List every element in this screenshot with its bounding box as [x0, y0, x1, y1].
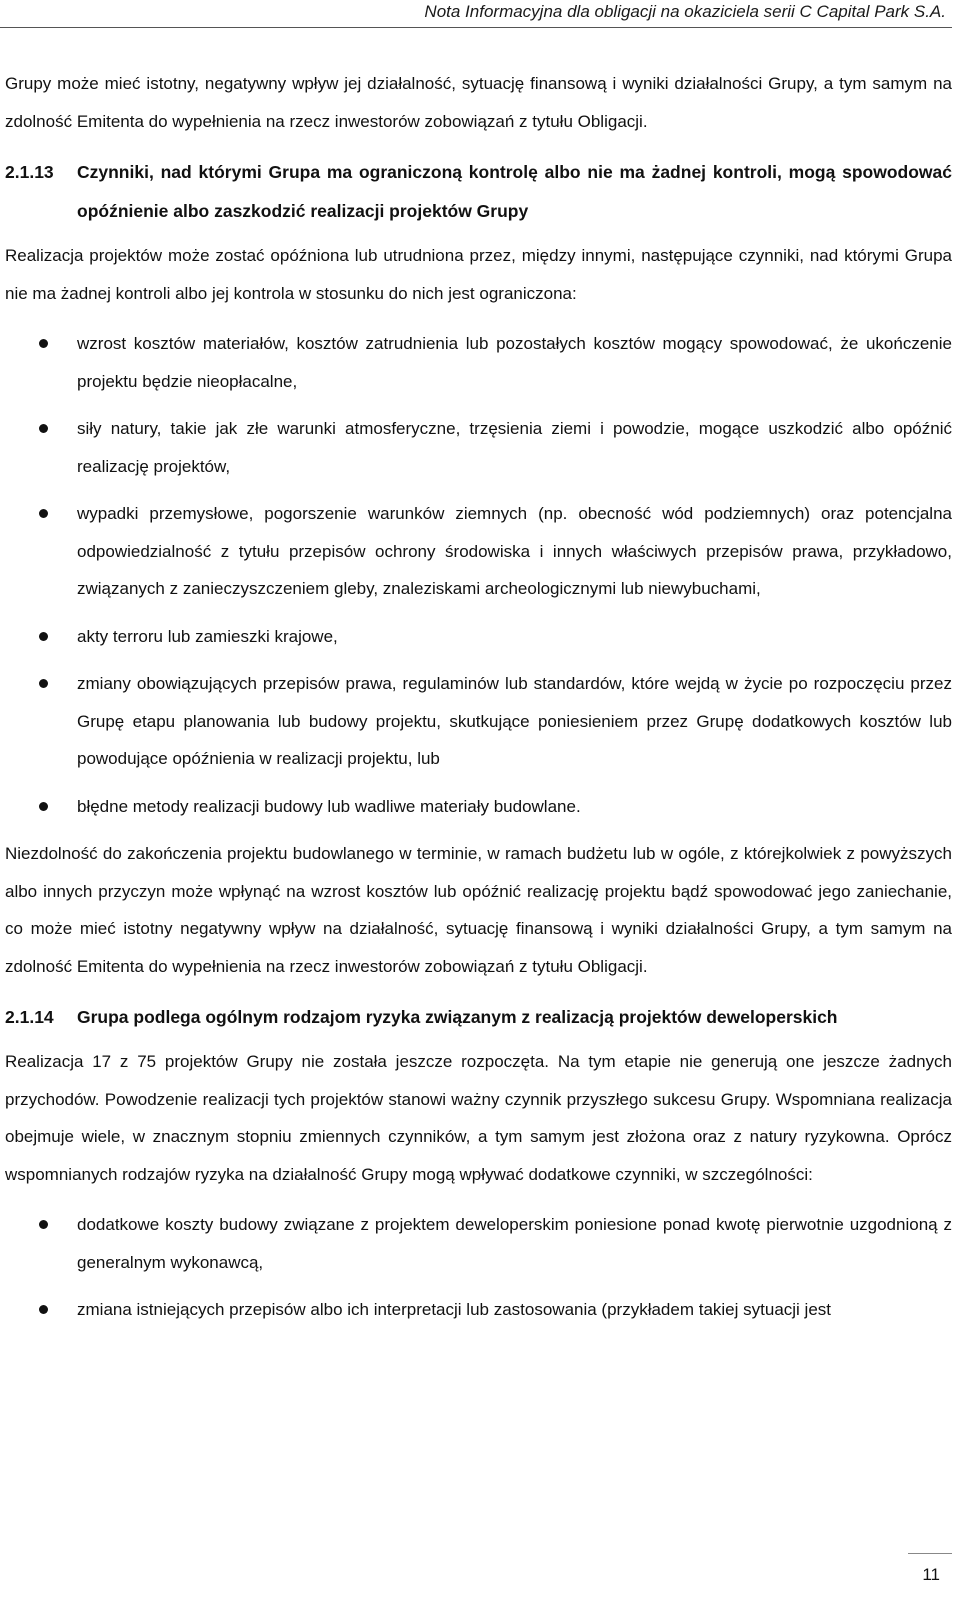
closing-paragraph: Niezdolność do zakończenia projektu budowlanego w terminie, w ramach budżetu lub w ogóle, z którejkolwiek z powyższych albo innych przyczyn może wpłynąć na wzrost kosztów lub opóźnić realizację projektu bądź spowodować jego zaniechanie, co może mieć istotny negatywny wpływ na działalność, sytuację finansową i wyniki działalności Grupy, a tym samym na zdolność Emitenta do wypełnienia na rzecz inwestorów zobowiązań z tytułu Obligacji.: [5, 844, 952, 976]
list-item: [5, 618, 952, 656]
list-item-text: dodatkowe koszty budowy związane z projektem deweloperskim poniesione ponad kwotę pierwotnie uzgodnioną z generalnym wykonawcą,: [77, 1215, 952, 1272]
bullet-icon: [39, 632, 48, 641]
section-number: 2.1.13: [5, 162, 54, 182]
list-item-text: zmiany obowiązujących przepisów prawa, regulaminów lub standardów, które wejdą w życie po rozpoczęciu przez Grupę etapu planowania lub budowy projektu, skutkujące poniesieniem przez Grupę dodatkowych kosztów lub powodujące opóźnienia w realizacji projektu, lub: [77, 674, 952, 768]
additional-factor-list: [5, 1206, 952, 1329]
bullet-icon: [39, 802, 48, 811]
list-item: [5, 1206, 952, 1281]
list-item-text: zmiana istniejących przepisów albo ich interpretacji lub zastosowania (przykładem takiej sytuacji jest: [77, 1300, 832, 1319]
running-header: Nota Informacyjna dla obligacji na okaziciela serii C Capital Park S.A.: [424, 2, 946, 21]
bullet-icon: [39, 679, 48, 688]
intro-paragraph: Grupy może mieć istotny, negatywny wpływ jej działalność, sytuację finansową i wyniki działalności Grupy, a tym samym na zdolność Emitenta do wypełnienia na rzecz inwestorów zobowiązań z tytułu Obligacji.: [5, 74, 952, 131]
list-item-text: siły natury, takie jak złe warunki atmosferyczne, trzęsienia ziemi i powodzie, mogące uszkodzić albo opóźnić realizację projektów,: [77, 419, 952, 476]
bullet-icon: [39, 1305, 48, 1314]
section-lead-paragraph: Realizacja projektów może zostać opóźniona lub utrudniona przez, między innymi, następujące czynniki, nad którymi Grupa nie ma żadnej kontroli albo jej kontrola w stosunku do nich jest ograniczona:: [5, 246, 952, 303]
page-number-divider: [908, 1553, 952, 1554]
header-divider: [0, 27, 952, 28]
list-item: [5, 665, 952, 778]
document-body: [5, 65, 952, 1339]
section-title: Czynniki, nad którymi Grupa ma ograniczoną kontrolę albo nie ma żadnej kontroli, mogą spowodować opóźnienie albo zaszkodzić realizacji projektów Grupy: [77, 162, 952, 221]
page-number: 11: [922, 1565, 940, 1584]
list-item: [5, 1291, 952, 1329]
section-title: Grupa podlega ogólnym rodzajom ryzyka związanym z realizacją projektów deweloperskich: [77, 1007, 838, 1027]
bullet-icon: [39, 424, 48, 433]
list-item: [5, 410, 952, 485]
list-item-text: wypadki przemysłowe, pogorszenie warunków ziemnych (np. obecność wód podziemnych) oraz potencjalna odpowiedzialność z tytułu przepisów ochrony środowiska i innych właściwych przepisów prawa, przykładowo, związanych z zanieczyszczeniem gleby, znaleziskami archeologicznymi lub niewybuchami,: [77, 504, 952, 598]
list-item: [5, 788, 952, 826]
list-item-text: błędne metody realizacji budowy lub wadliwe materiały budowlane.: [77, 796, 581, 816]
section-number: 2.1.14: [5, 1007, 54, 1027]
bullet-icon: [39, 509, 48, 518]
risk-factor-list: [5, 325, 952, 825]
list-item: [5, 495, 952, 608]
list-item-text: wzrost kosztów materiałów, kosztów zatrudnienia lub pozostałych kosztów mogący spowodować, że ukończenie projektu będzie nieopłacalne,: [77, 334, 952, 391]
list-item: [5, 325, 952, 400]
section-heading-2-1-14: [5, 998, 952, 1037]
section-lead-paragraph: Realizacja 17 z 75 projektów Grupy nie została jeszcze rozpoczęta. Na tym etapie nie generują one jeszcze żadnych przychodów. Powodzenie realizacji tych projektów stanowi ważny czynnik przyszłego sukcesu Grupy. Wspomniana realizacja obejmuje wiele, w znacznym stopniu zmiennych czynników, a tym samym jest złożona oraz z natury ryzykowna. Oprócz wspomnianych rodzajów ryzyka na działalność Grupy mogą wpływać dodatkowe czynniki, w szczególności:: [5, 1052, 952, 1184]
bullet-icon: [39, 339, 48, 348]
section-heading-2-1-13: [5, 153, 952, 231]
list-item-text: akty terroru lub zamieszki krajowe,: [77, 626, 338, 646]
bullet-icon: [39, 1220, 48, 1229]
